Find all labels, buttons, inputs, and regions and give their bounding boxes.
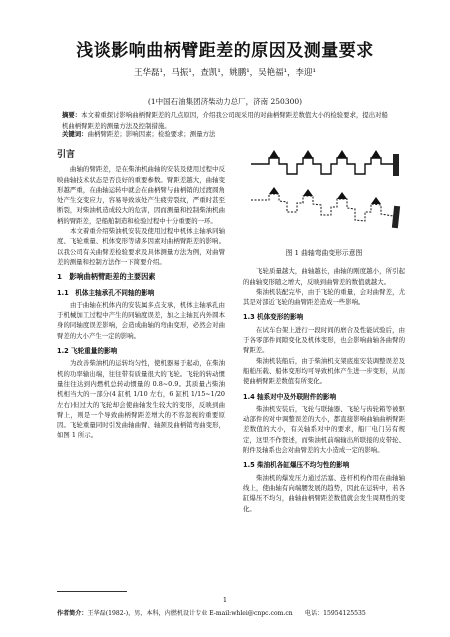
flywheel — [393, 154, 399, 176]
affiliation: (1中国石油集团济柴动力总厂，济南 250300) — [147, 97, 303, 106]
footnote-text: 王华磊(1982-)，男，本科，内燃机设计专业 E-mail:whlei@cnpc.com.cn 电话：15954125535 — [87, 610, 366, 617]
section-1-1-paragraph: 由于曲轴在机体内的安装属多点支承，机体主轴承孔由于机械加工过程中产生的同轴度误差，加之主轴瓦内外圆本身的同轴度误差影响，会造成曲轴的弯曲变形，必然会对曲臂差的大小产生一定的影响。 — [57, 300, 225, 340]
bent-shaft — [251, 194, 393, 221]
left-column — [57, 142, 225, 441]
author-footnote — [57, 608, 407, 617]
paper-title: 浅谈影响曲柄臂距差的原因及测量要求 — [76, 41, 374, 61]
section-1-heading: 1 影响曲柄臂距差的主要因素 — [57, 272, 156, 282]
intro-heading: 引言 — [57, 150, 76, 160]
bent-shaft-supports — [269, 187, 381, 204]
abstract — [62, 110, 392, 131]
flywheel-displaced — [392, 206, 400, 229]
section-1-4-heading: 1.4 轴系对中及外联附件的影响 — [243, 392, 337, 401]
author-list: 王华磊¹，马振¹，查凯¹，姚鹏¹，吴艳福¹，李迎¹ — [134, 68, 316, 78]
intro-paragraph-1: 曲轴的臂距差，是在柴油机曲轴的安装及使用过程中反映曲轴技术状态是否良好的重要参数。臂距差越大，曲轴变形越严重，在曲轴运转中就会在曲柄臂与曲柄销的过渡圆角处产生交变应力，容易导致该处产生疲劳裂纹，严重时甚至断裂，对柴油机造成较大的危害，因而测量和控制柴油机曲柄的臂距差，是船舶制造和检验过程中十分重要的一环。 — [57, 165, 225, 225]
section-1-2-paragraph: 为改善柴油机的运转均匀性，使机器易于起动，在柴油机的功率输出端，往往带有质量很大的飞轮。飞轮的转动惯量往往达到内燃机总转动惯量的 0.8~0.9。其质量占柴油机相当大的一部分(4 缸机 1/10 左右，6 缸机 1/15~1/20 左右)但过大的飞轮却会使曲轴发生较大的变形，反映到曲臂上，则是一个导致曲柄臂距差增大的不容忽视的重要原因。飞轮重量同时引发曲轴曲臂、轴颈及曲柄销弯曲变形，如图 1 所示。 — [57, 359, 225, 440]
section-1-3-paragraph-2: 柴油机装船后，由于柴油机支架底座安装调整误差及船舶压载、船体变形均可导致机体产生进一步变形，从而使曲柄臂距差数值有所变化。 — [243, 356, 405, 386]
crankshaft-bending-figure — [243, 144, 405, 244]
keywords — [62, 129, 392, 139]
section-1-3-paragraph-1: 在试车台架上进行一段时间的磨合及性能试验后，由于各零部件间隙变化及机体变形，也会影响曲轴各曲臂的臂距差。 — [243, 325, 405, 355]
right-paragraph-2: 柴油机装配完毕，由于飞轮的重量，会对曲臂差，尤其是对部近飞轮的曲臂距差造成一些影响。 — [243, 287, 405, 307]
crankshaft-diagram — [243, 144, 405, 244]
right-column — [243, 142, 405, 514]
section-1-5-heading: 1.5 柴油机各缸爆压不均匀性的影响 — [243, 461, 350, 470]
footnote-rule — [57, 591, 127, 592]
footnote-label: 作者简介： — [57, 610, 88, 617]
straight-shaft — [251, 158, 393, 174]
intro-paragraph-2: 本文着重介绍柴油机安装及使用过程中机体主轴承同轴度、飞轮重量、机体变形等诸多因素对曲柄臂距差的影响。以我公司有关曲臂差检验要求及具体测量方法为例，对曲臂差的测量和控制方法作一下简要介绍。 — [57, 227, 225, 266]
bearing-supports — [269, 150, 381, 158]
keywords-text: 曲柄臂距差；影响因素；检验要求；测量方法 — [87, 130, 216, 138]
page-number: 1 — [222, 596, 228, 604]
right-paragraph-1: 飞轮质量越大，曲轴越长，曲轴的刚度越小，所引起的曲轴变形随之增大，反映到曲臂差的数值就越大。 — [243, 267, 405, 286]
section-1-5-paragraph: 柴油机的爆发压力通过活塞、连杆机构作用在曲轴轴线上，使曲轴有向端腰发展的趋势，因此在运转中，若各缸爆压不均匀，曲轴曲柄臂距差数值就会发生周期性的变化。 — [243, 473, 405, 513]
abstract-text: 本文着重探讨影响曲柄臂距差的几点原因，介绍我公司现采用的对曲柄臂距差数值大小的检验要求，提出对船机曲柄臂距差的测量方法及控制措施。 — [62, 111, 388, 130]
section-1-3-heading: 1.3 机体变形的影响 — [243, 313, 304, 322]
section-1-4-paragraph: 柴油机安装后，飞轮与联轴器、飞轮与齿轮箱等被驱动部件的对中调整误差的大小，都直接影响曲轴曲柄臂距差数值的大小，有关轴系对中的要求，船厂电门另有规定，这里不作赘述，而柴油机前端输出所联接的皮带轮、附件及轴系也会对曲臂差的大小造成一定的影响。 — [243, 404, 405, 455]
section-1-2-heading: 1.2 飞轮重量的影响 — [57, 347, 118, 356]
keywords-label: 关键词： — [62, 130, 88, 138]
section-1-1-heading: 1.1 机体主轴承孔不同轴的影响 — [57, 288, 155, 297]
abstract-label: 摘要： — [62, 111, 82, 119]
figure-caption: 图 1 曲轴弯曲变形示意图 — [285, 249, 363, 257]
